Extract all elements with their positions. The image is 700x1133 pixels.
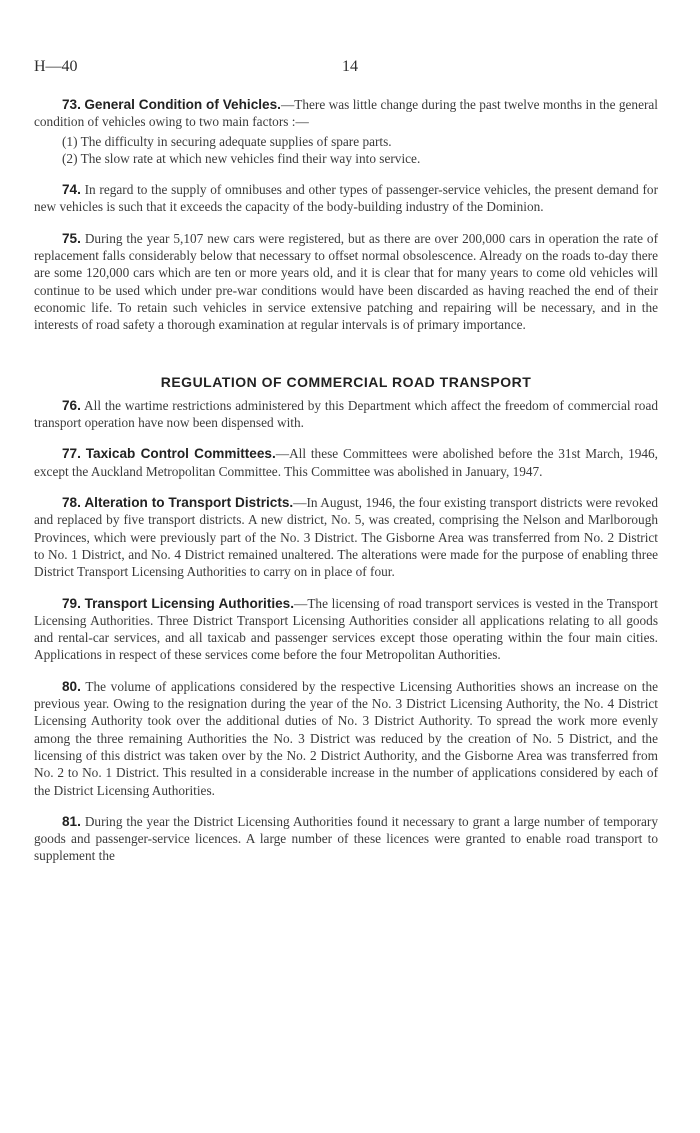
paragraph-heading: Alteration to Transport Districts. <box>84 495 294 511</box>
list-item: (1) The difficulty in securing adequate supplies of spare parts. <box>62 133 392 149</box>
page-number: 14 <box>342 58 358 75</box>
paragraph-number: 81. <box>62 813 81 829</box>
paragraph-78 <box>34 494 658 580</box>
section-title: REGULATION OF COMMERCIAL ROAD TRANSPORT <box>160 373 532 390</box>
paragraph-76 <box>34 397 658 432</box>
document-reference: H—40 <box>34 58 78 75</box>
paragraph-text: All the wartime restrictions administered by this Department which affect the freedom of commercial road transport operation have now been dispensed with. <box>34 397 659 431</box>
paragraph-number: 79. <box>62 595 81 611</box>
paragraph-73 <box>34 96 658 131</box>
paragraph-text: The volume of applications considered by the respective Licensing Authorities shows an increase on the previous year. Owing to the resignation during the year of the No. 3 District Licensing Authority, the No. 4 District Licensing Authority took over the additional duties of No. 3 District Authority. To spread the work more evenly among the three remaining Authorities the No. 3 District was reduced by the creation of No. 5 District, and the licensing of this district was taken over by the No. 2 District Authority, and the Gisborne Area was transferred from No. 2 to No. 1 District. This resulted in a considerable increase in the number of applications considered by each of the District Licensing Authorities. <box>34 678 658 798</box>
paragraph-number: 77. <box>62 446 81 462</box>
document-body <box>34 96 658 879</box>
paragraph-number: 73. <box>62 97 81 112</box>
paragraph-text: —In August, 1946, the four existing transport districts were revoked and replaced by five transport districts. A new district, No. 5, was created, comprising the Nelson and Marlborough Provinces, which were previously part of the No. 3 District. The Gisborne Area was transferred from No. 2 District to No. 1 District, and No. 4 District remained unaltered. The alterations were made for the purpose of enabling three District Transport Licensing Authorities to carry on in place of four. <box>34 495 659 580</box>
paragraph-text: —There was little change during the past twelve months in the general condition of vehicles owing to two main factors :— <box>34 97 658 130</box>
paragraph-75 <box>34 230 658 334</box>
paragraph-74 <box>34 181 658 216</box>
paragraph-heading: Transport Licensing Authorities. <box>84 595 295 611</box>
paragraph-number: 74. <box>62 182 81 198</box>
factor-list <box>62 133 658 168</box>
paragraph-text: In regard to the supply of omnibuses and other types of passenger-service vehicles, the present demand for new vehicles is such that it exceeds the capacity of the body-building industry of the Dominion. <box>34 182 659 215</box>
paragraph-number: 75. <box>62 230 81 246</box>
paragraph-text: —The licensing of road transport services is vested in the Transport Licensing Authorities. Three District Transport Licensing Authorities consider all applications relating to all goods and rental-car services, and all taxicab and passenger services except those operating within the four main cities. Applications in respect of these services come before the four Metropolitan Authorities. <box>34 595 658 663</box>
paragraph-text: —All these Committees were abolished before the 31st March, 1946, except the Auckland Metropolitan Committee. This Committee was abolished in January, 1947. <box>34 446 658 479</box>
list-item: (2) The slow rate at which new vehicles find their way into service. <box>62 150 421 166</box>
paragraph-79 <box>34 595 658 664</box>
page-header <box>34 58 666 80</box>
paragraph-77 <box>34 445 658 480</box>
paragraph-text: During the year the District Licensing Authorities found it necessary to grant a large number of temporary goods and passenger-service licences. A large number of these licences were granted to enable road transport to supplement the <box>34 813 659 864</box>
paragraph-80 <box>34 678 658 799</box>
paragraph-81 <box>34 813 658 865</box>
paragraph-heading: General Condition of Vehicles. <box>84 97 281 112</box>
paragraph-number: 78. <box>62 495 81 511</box>
paragraph-heading: Taxicab Control Committees. <box>85 446 276 462</box>
paragraph-number: 80. <box>62 678 81 694</box>
paragraph-text: During the year 5,107 new cars were registered, but as there are over 200,000 cars in operation the rate of replacement falls considerably below that necessary to offset normal obsolescence. Already on the roads to-day there are some 120,000 cars which are ten or more years old, and it is clear that for many years to come old vehicles will continue to be used which under pre-war conditions would have been discarded as having reached the end of their economic life. To retain such vehicles in service extensive patching and repairing will be necessary, and in the interests of road safety a thorough examination at regular intervals is of primary importance. <box>34 230 659 333</box>
paragraph-number: 76. <box>62 397 81 413</box>
